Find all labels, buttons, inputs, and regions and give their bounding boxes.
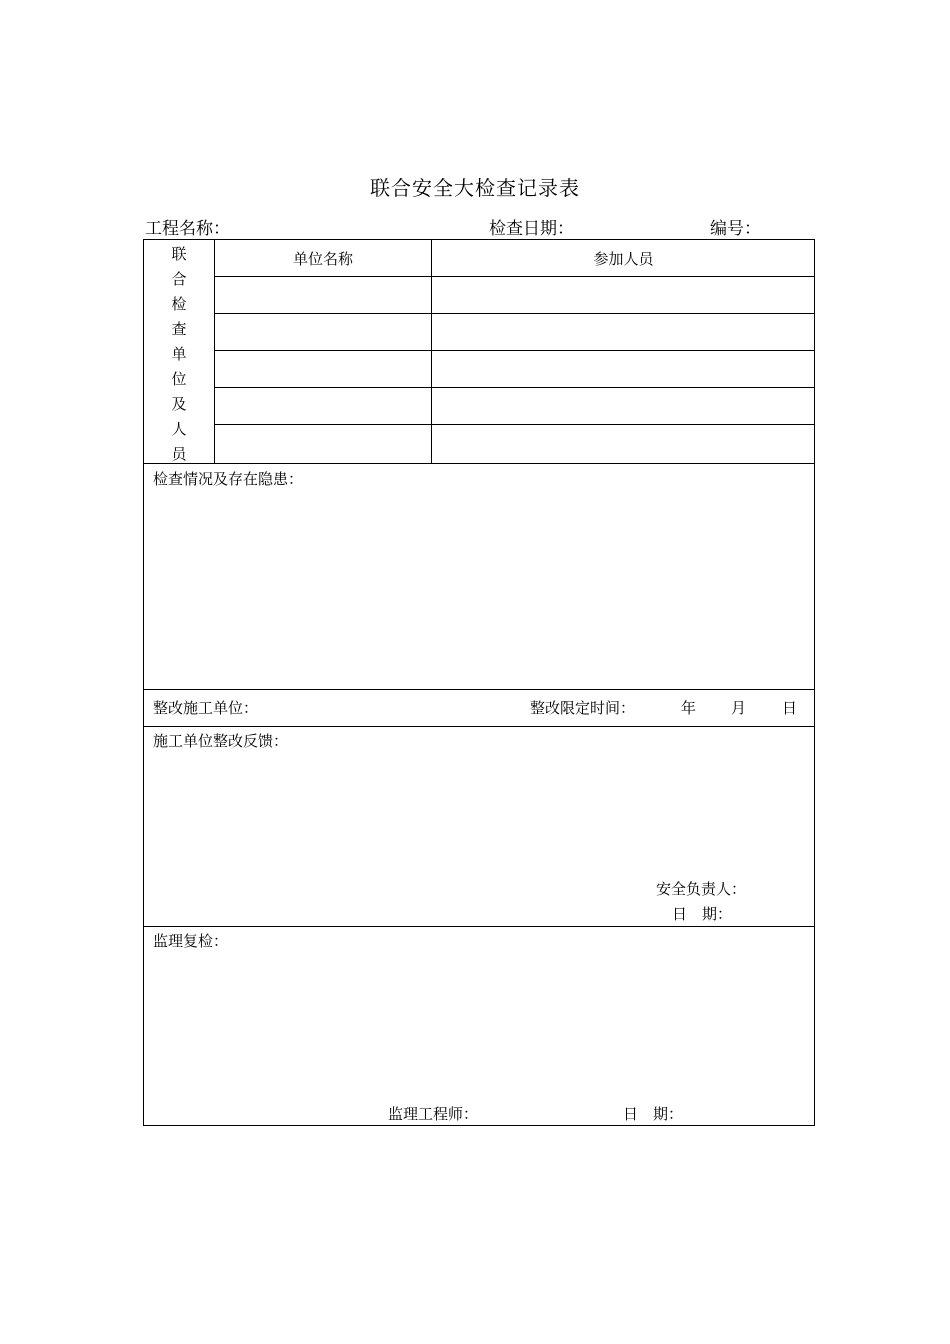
inspection-date-label: 检查日期：: [489, 219, 574, 239]
contractor-feedback-label: 施工单位整改反馈：: [153, 732, 289, 750]
side-label-char: 人: [171, 420, 187, 438]
section-divider: [143, 926, 815, 927]
row-divider: [214, 276, 815, 277]
row-divider: [214, 424, 815, 425]
column-header-participants: 参加人员: [593, 250, 654, 268]
form-title: 联合安全大检查记录表: [370, 176, 580, 200]
deadline-month-label: 月: [731, 699, 747, 717]
side-label-char: 联: [171, 245, 187, 263]
rectification-unit-label: 整改施工单位：: [153, 699, 259, 717]
deadline-day-label: 日: [782, 699, 798, 717]
rectification-deadline-label: 整改限定时间：: [530, 699, 636, 717]
column-header-unit-name: 单位名称: [292, 250, 353, 268]
supervision-recheck-label: 监理复检：: [153, 932, 229, 950]
section-divider: [143, 463, 815, 464]
row-divider: [214, 350, 815, 351]
row-divider: [214, 313, 815, 314]
feedback-date-label: 日 期：: [672, 905, 733, 923]
number-label: 编号：: [710, 219, 761, 239]
section-divider: [143, 726, 815, 727]
joint-inspection-side-label: [143, 242, 215, 467]
safety-officer-label: 安全负责人：: [656, 880, 747, 898]
row-divider: [214, 387, 815, 388]
inspection-findings-label: 检查情况及存在隐患：: [153, 470, 304, 488]
side-label-char: 合: [171, 270, 187, 288]
side-label-char: 位: [171, 370, 187, 388]
side-label-char: 单: [171, 345, 187, 363]
side-label-char: 查: [171, 320, 187, 338]
side-label-char: 及: [171, 395, 187, 413]
supervision-date-label: 日 期：: [623, 1105, 684, 1123]
project-name-label: 工程名称：: [145, 219, 230, 239]
inspection-form-table: [143, 239, 815, 1126]
section-divider: [143, 689, 815, 690]
side-label-char: 员: [171, 445, 187, 463]
unit-column-divider: [431, 239, 432, 464]
deadline-year-label: 年: [681, 699, 697, 717]
supervising-engineer-label: 监理工程师：: [388, 1105, 479, 1123]
side-label-char: 检: [171, 295, 187, 313]
